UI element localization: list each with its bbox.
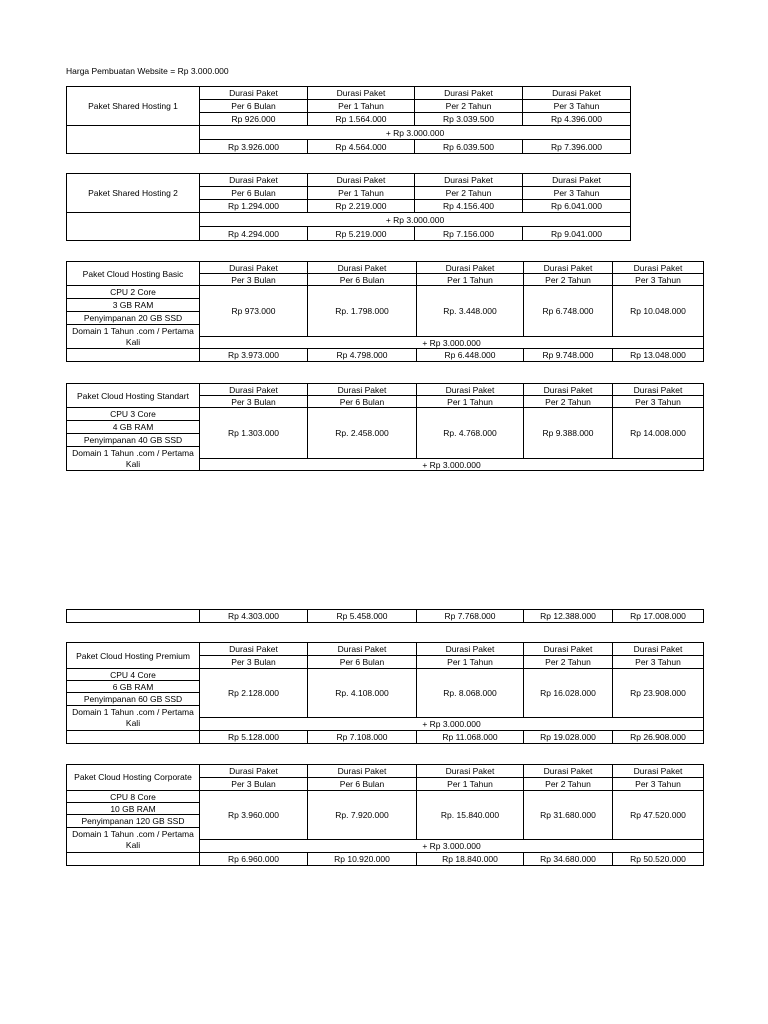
duration-period: Per 6 Bulan [308, 396, 417, 408]
duration-period: Per 2 Tahun [524, 778, 613, 791]
duration-period: Per 2 Tahun [415, 100, 523, 113]
price-cell: Rp. 2.458.000 [308, 408, 417, 459]
duration-period: Per 6 Bulan [308, 778, 417, 791]
price-cell: Rp 3.039.500 [415, 113, 523, 126]
duration-header: Durasi Paket [308, 765, 417, 778]
spec-domain: Domain 1 Tahun .com / Pertama Kali [67, 828, 200, 853]
duration-period: Per 3 Tahun [523, 100, 631, 113]
total-cell: Rp 3.926.000 [200, 140, 308, 154]
duration-period: Per 3 Bulan [200, 396, 308, 408]
duration-period: Per 1 Tahun [417, 274, 524, 286]
price-cell: Rp 926.000 [200, 113, 308, 126]
cloud-hosting-standart-totals [66, 609, 704, 623]
duration-header: Durasi Paket [415, 174, 523, 187]
price-cell: Rp 1.303.000 [200, 408, 308, 459]
price-cell: Rp 6.041.000 [523, 200, 631, 213]
blank-cell [67, 349, 200, 362]
duration-header: Durasi Paket [524, 262, 613, 274]
duration-header: Durasi Paket [308, 174, 415, 187]
spec-storage: Penyimpanan 40 GB SSD [67, 434, 200, 447]
price-cell: Rp 31.680.000 [524, 791, 613, 840]
duration-period: Per 3 Tahun [613, 396, 704, 408]
total-cell: Rp 7.108.000 [308, 731, 417, 744]
total-cell: Rp 4.303.000 [200, 610, 308, 623]
price-cell: Rp 2.128.000 [200, 669, 308, 718]
price-cell: Rp 47.520.000 [613, 791, 704, 840]
total-cell: Rp 5.219.000 [308, 227, 415, 241]
spec-ram: 10 GB RAM [67, 803, 200, 815]
duration-period: Per 3 Tahun [613, 656, 704, 669]
shared-hosting-1-table [66, 86, 631, 154]
duration-header: Durasi Paket [308, 262, 417, 274]
duration-header: Durasi Paket [613, 384, 704, 396]
price-cell: Rp. 4.108.000 [308, 669, 417, 718]
duration-period: Per 3 Tahun [523, 187, 631, 200]
spec-domain: Domain 1 Tahun .com / Pertama Kali [67, 706, 200, 731]
total-cell: Rp 50.520.000 [613, 853, 704, 866]
package-name: Paket Shared Hosting 2 [67, 174, 200, 213]
spec-domain: Domain 1 Tahun .com / Pertama Kali [67, 325, 200, 349]
total-cell: Rp 6.039.500 [415, 140, 523, 154]
price-cell: Rp 1.294.000 [200, 200, 308, 213]
duration-period: Per 1 Tahun [417, 778, 524, 791]
duration-period: Per 2 Tahun [524, 396, 613, 408]
total-cell: Rp 5.128.000 [200, 731, 308, 744]
duration-header: Durasi Paket [523, 174, 631, 187]
total-cell: Rp 4.294.000 [200, 227, 308, 241]
package-name: Paket Shared Hosting 1 [67, 87, 200, 126]
duration-header: Durasi Paket [200, 643, 308, 656]
duration-header: Durasi Paket [613, 262, 704, 274]
price-cell: Rp 973.000 [200, 286, 308, 337]
website-fee-row: + Rp 3.000.000 [200, 718, 704, 731]
spec-ram: 6 GB RAM [67, 681, 200, 693]
duration-header: Durasi Paket [308, 87, 415, 100]
price-cell: Rp. 4.768.000 [417, 408, 524, 459]
page-heading: Harga Pembuatan Website = Rp 3.000.000 [66, 66, 229, 76]
spec-cpu: CPU 4 Core [67, 669, 200, 681]
total-cell: Rp 26.908.000 [613, 731, 704, 744]
package-name: Paket Cloud Hosting Corporate [67, 765, 200, 791]
duration-header: Durasi Paket [308, 384, 417, 396]
total-cell: Rp 7.156.000 [415, 227, 523, 241]
spec-domain: Domain 1 Tahun .com / Pertama Kali [67, 447, 200, 471]
total-cell: Rp 4.564.000 [308, 140, 415, 154]
duration-header: Durasi Paket [613, 765, 704, 778]
duration-period: Per 6 Bulan [308, 274, 417, 286]
duration-period: Per 6 Bulan [308, 656, 417, 669]
duration-header: Durasi Paket [200, 174, 308, 187]
duration-header: Durasi Paket [524, 643, 613, 656]
price-cell: Rp. 8.068.000 [417, 669, 524, 718]
spec-cpu: CPU 3 Core [67, 408, 200, 421]
duration-period: Per 6 Bulan [200, 187, 308, 200]
duration-period: Per 3 Tahun [613, 778, 704, 791]
total-cell: Rp 10.920.000 [308, 853, 417, 866]
duration-period: Per 3 Bulan [200, 656, 308, 669]
price-cell: Rp. 1.798.000 [308, 286, 417, 337]
price-cell: Rp 2.219.000 [308, 200, 415, 213]
duration-period: Per 1 Tahun [308, 187, 415, 200]
website-fee-row: + Rp 3.000.000 [200, 840, 704, 853]
duration-header: Durasi Paket [417, 765, 524, 778]
spec-cpu: CPU 8 Core [67, 791, 200, 803]
website-fee-row: + Rp 3.000.000 [200, 459, 704, 471]
price-cell: Rp 6.748.000 [524, 286, 613, 337]
spec-storage: Penyimpanan 60 GB SSD [67, 693, 200, 706]
website-fee-row: + Rp 3.000.000 [200, 126, 631, 140]
duration-period: Per 3 Bulan [200, 778, 308, 791]
duration-period: Per 3 Bulan [200, 274, 308, 286]
spec-storage: Penyimpanan 20 GB SSD [67, 312, 200, 325]
price-cell: Rp. 7.920.000 [308, 791, 417, 840]
blank-cell [67, 126, 200, 154]
total-cell: Rp 19.028.000 [524, 731, 613, 744]
price-cell: Rp 10.048.000 [613, 286, 704, 337]
cloud-hosting-premium-table [66, 642, 704, 744]
duration-header: Durasi Paket [200, 262, 308, 274]
price-cell: Rp 9.388.000 [524, 408, 613, 459]
total-cell: Rp 5.458.000 [308, 610, 417, 623]
total-cell: Rp 4.798.000 [308, 349, 417, 362]
duration-period: Per 3 Tahun [613, 274, 704, 286]
total-cell: Rp 13.048.000 [613, 349, 704, 362]
price-cell: Rp 14.008.000 [613, 408, 704, 459]
duration-period: Per 1 Tahun [308, 100, 415, 113]
duration-header: Durasi Paket [613, 643, 704, 656]
total-cell: Rp 17.008.000 [613, 610, 704, 623]
price-cell: Rp 1.564.000 [308, 113, 415, 126]
cloud-hosting-standart-table [66, 383, 704, 471]
duration-header: Durasi Paket [417, 384, 524, 396]
total-cell: Rp 3.973.000 [200, 349, 308, 362]
total-cell: Rp 34.680.000 [524, 853, 613, 866]
duration-header: Durasi Paket [200, 384, 308, 396]
price-cell: Rp 16.028.000 [524, 669, 613, 718]
package-name: Paket Cloud Hosting Premium [67, 643, 200, 669]
duration-period: Per 2 Tahun [524, 274, 613, 286]
duration-header: Durasi Paket [524, 384, 613, 396]
website-fee-row: + Rp 3.000.000 [200, 337, 704, 349]
total-cell: Rp 9.748.000 [524, 349, 613, 362]
duration-period: Per 2 Tahun [524, 656, 613, 669]
blank-cell [67, 610, 200, 623]
total-cell: Rp 9.041.000 [523, 227, 631, 241]
duration-header: Durasi Paket [200, 87, 308, 100]
total-cell: Rp 6.448.000 [417, 349, 524, 362]
spec-ram: 3 GB RAM [67, 299, 200, 312]
total-cell: Rp 6.960.000 [200, 853, 308, 866]
package-name: Paket Cloud Hosting Standart [67, 384, 200, 408]
duration-header: Durasi Paket [417, 643, 524, 656]
cloud-hosting-corporate-table [66, 764, 704, 866]
blank-cell [67, 213, 200, 241]
price-cell: Rp. 15.840.000 [417, 791, 524, 840]
duration-period: Per 1 Tahun [417, 656, 524, 669]
duration-header: Durasi Paket [524, 765, 613, 778]
price-cell: Rp 4.396.000 [523, 113, 631, 126]
total-cell: Rp 11.068.000 [417, 731, 524, 744]
spec-storage: Penyimpanan 120 GB SSD [67, 815, 200, 828]
total-cell: Rp 18.840.000 [417, 853, 524, 866]
duration-period: Per 2 Tahun [415, 187, 523, 200]
duration-header: Durasi Paket [308, 643, 417, 656]
duration-header: Durasi Paket [415, 87, 523, 100]
spec-cpu: CPU 2 Core [67, 286, 200, 299]
price-cell: Rp 4.156.400 [415, 200, 523, 213]
price-cell: Rp 23.908.000 [613, 669, 704, 718]
spec-ram: 4 GB RAM [67, 421, 200, 434]
duration-period: Per 1 Tahun [417, 396, 524, 408]
website-fee-row: + Rp 3.000.000 [200, 213, 631, 227]
shared-hosting-2-table [66, 173, 631, 241]
total-cell: Rp 7.396.000 [523, 140, 631, 154]
duration-header: Durasi Paket [200, 765, 308, 778]
total-cell: Rp 12.388.000 [524, 610, 613, 623]
cloud-hosting-basic-table [66, 261, 704, 362]
duration-header: Durasi Paket [417, 262, 524, 274]
package-name: Paket Cloud Hosting Basic [67, 262, 200, 286]
duration-period: Per 6 Bulan [200, 100, 308, 113]
price-cell: Rp 3.960.000 [200, 791, 308, 840]
price-cell: Rp. 3.448.000 [417, 286, 524, 337]
total-cell: Rp 7.768.000 [417, 610, 524, 623]
duration-header: Durasi Paket [523, 87, 631, 100]
blank-cell [67, 853, 200, 866]
blank-cell [67, 731, 200, 744]
